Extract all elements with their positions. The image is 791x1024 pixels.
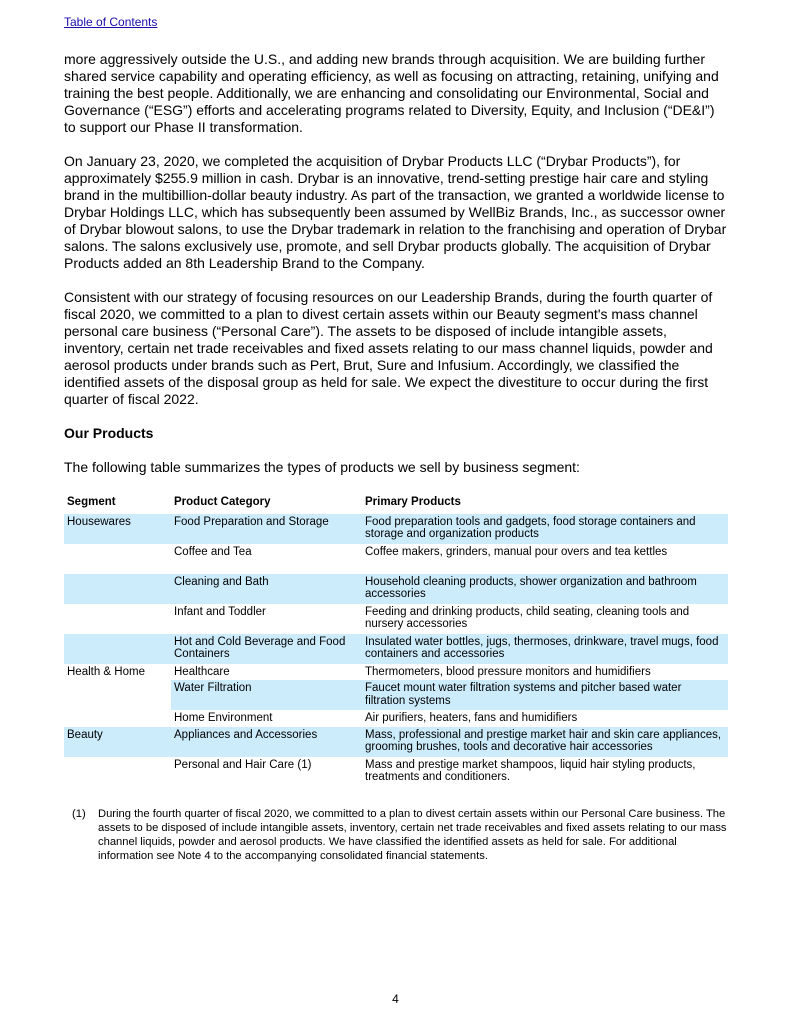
column-header-products: Primary Products <box>365 496 461 508</box>
products-cell: Feeding and drinking products, child seating, cleaning tools and nursery accessories <box>365 605 690 630</box>
table-row <box>64 680 728 710</box>
column-header-segment: Segment <box>67 496 116 508</box>
segment-cell <box>64 710 171 727</box>
category-cell: Coffee and Tea <box>174 545 252 558</box>
footnote-text: During the fourth quarter of fiscal 2020, we committed to a plan to divest certain assets within our Personal Care business. The assets to be disposed of include intangible assets, inventory, certain net trade receivables and fixed assets relating to our mass channel liquids, powder and aerosol products. We have classified the identified assets as held for sale. For additional information see Note 4 to the accompanying consolidated financial statements. <box>98 808 727 862</box>
category-cell: Healthcare <box>174 665 230 678</box>
section-intro: The following table summarizes the types of products we sell by business segment: <box>64 459 580 475</box>
products-cell: Faucet mount water filtration systems and pitcher based water filtration systems <box>362 680 728 710</box>
products-cell: Food preparation tools and gadgets, food storage containers and storage and organization products <box>362 514 728 544</box>
footnote <box>72 807 732 863</box>
paragraph-drybar-acquisition: On January 23, 2020, we completed the acquisition of Drybar Products LLC (“Drybar Products”), for approximately $255.9 million in cash. Drybar is an innovative, trend-setting prestige hair care and styling brand in the multibillion-dollar beauty industry. As part of the transaction, we granted a worldwide license to Drybar Holdings LLC, which has subsequently been assumed by WellBiz Brands, Inc., as successor owner of Drybar blowout salons, to use the Drybar trademark in relation to the franchising and operation of Drybar salons. The salons exclusively use, promote, and sell Drybar products globally. The acquisition of Drybar Products added an 8th Leadership Brand to the Company. <box>64 153 727 271</box>
category-cell: Cleaning and Bath <box>171 574 362 604</box>
category-cell: Water Filtration <box>171 680 362 710</box>
segment-cell <box>64 757 171 787</box>
segment-cell <box>64 680 171 710</box>
section-heading-our-products: Our Products <box>64 425 154 441</box>
table-row <box>64 544 728 574</box>
table-row <box>64 604 728 634</box>
segment-cell: Beauty <box>64 727 171 757</box>
products-cell: Mass, professional and prestige market hair and skin care appliances, grooming brushes, tools and decorative hair accessories <box>362 727 728 757</box>
category-cell: Infant and Toddler <box>174 605 266 618</box>
segment-cell <box>64 634 171 664</box>
category-cell: Food Preparation and Storage <box>171 514 362 544</box>
page-number: 4 <box>392 992 399 1006</box>
products-cell: Thermometers, blood pressure monitors and humidifiers <box>365 665 651 678</box>
products-cell: Insulated water bottles, jugs, thermoses, drinkware, travel mugs, food containers and accessories <box>362 634 728 664</box>
table-row <box>64 574 728 604</box>
products-cell: Coffee makers, grinders, manual pour overs and tea kettles <box>365 545 668 558</box>
segment-cell <box>64 574 171 604</box>
products-table <box>64 493 728 787</box>
table-row <box>64 634 728 664</box>
segment-cell: Health & Home <box>67 665 145 678</box>
table-row <box>64 664 728 681</box>
column-header-category: Product Category <box>174 496 271 508</box>
table-of-contents-link[interactable]: Table of Contents <box>64 15 158 29</box>
footnote-number: (1) <box>72 808 86 820</box>
category-cell: Appliances and Accessories <box>171 727 362 757</box>
segment-cell <box>64 544 171 574</box>
segment-cell <box>64 604 171 634</box>
category-cell: Personal and Hair Care (1) <box>174 758 312 771</box>
paragraph-strategy: more aggressively outside the U.S., and adding new brands through acquisition. We are building further shared service capability and operating efficiency, as well as focusing on attracting, retaining, unifying and training the best people. Additionally, we are enhancing and consolidating our Environmental, Social and Governance (“ESG”) efforts and accelerating programs related to Diversity, Equity, and Inclusion (“DE&I”) to support our Phase II transformation. <box>64 51 719 135</box>
table-row <box>64 727 728 757</box>
products-cell: Air purifiers, heaters, fans and humidifiers <box>365 712 578 724</box>
paragraph-personal-care-divestiture: Consistent with our strategy of focusing resources on our Leadership Brands, during the fourth quarter of fiscal 2020, we committed to a plan to divest certain assets within our Beauty segment's mass channel personal care business (“Personal Care”). The assets to be disposed of include intangible assets, inventory, certain net trade receivables and fixed assets relating to our mass channel liquids, powder and aerosol products under brands such as Pert, Brut, Sure and Infusium. Accordingly, we classified the identified assets of the disposal group as held for sale. We expect the divestiture to occur during the first quarter of fiscal 2022. <box>64 289 713 407</box>
table-row <box>64 710 728 727</box>
segment-cell: Housewares <box>64 514 171 544</box>
table-header-row <box>64 493 728 514</box>
products-cell: Mass and prestige market shampoos, liquid hair styling products, treatments and conditioners. <box>365 758 696 783</box>
category-cell: Hot and Cold Beverage and Food Containers <box>171 634 362 664</box>
table-row <box>64 757 728 787</box>
main-content <box>64 51 728 787</box>
category-cell: Home Environment <box>174 712 273 724</box>
table-row <box>64 514 728 544</box>
products-cell: Household cleaning products, shower organization and bathroom accessories <box>362 574 728 604</box>
